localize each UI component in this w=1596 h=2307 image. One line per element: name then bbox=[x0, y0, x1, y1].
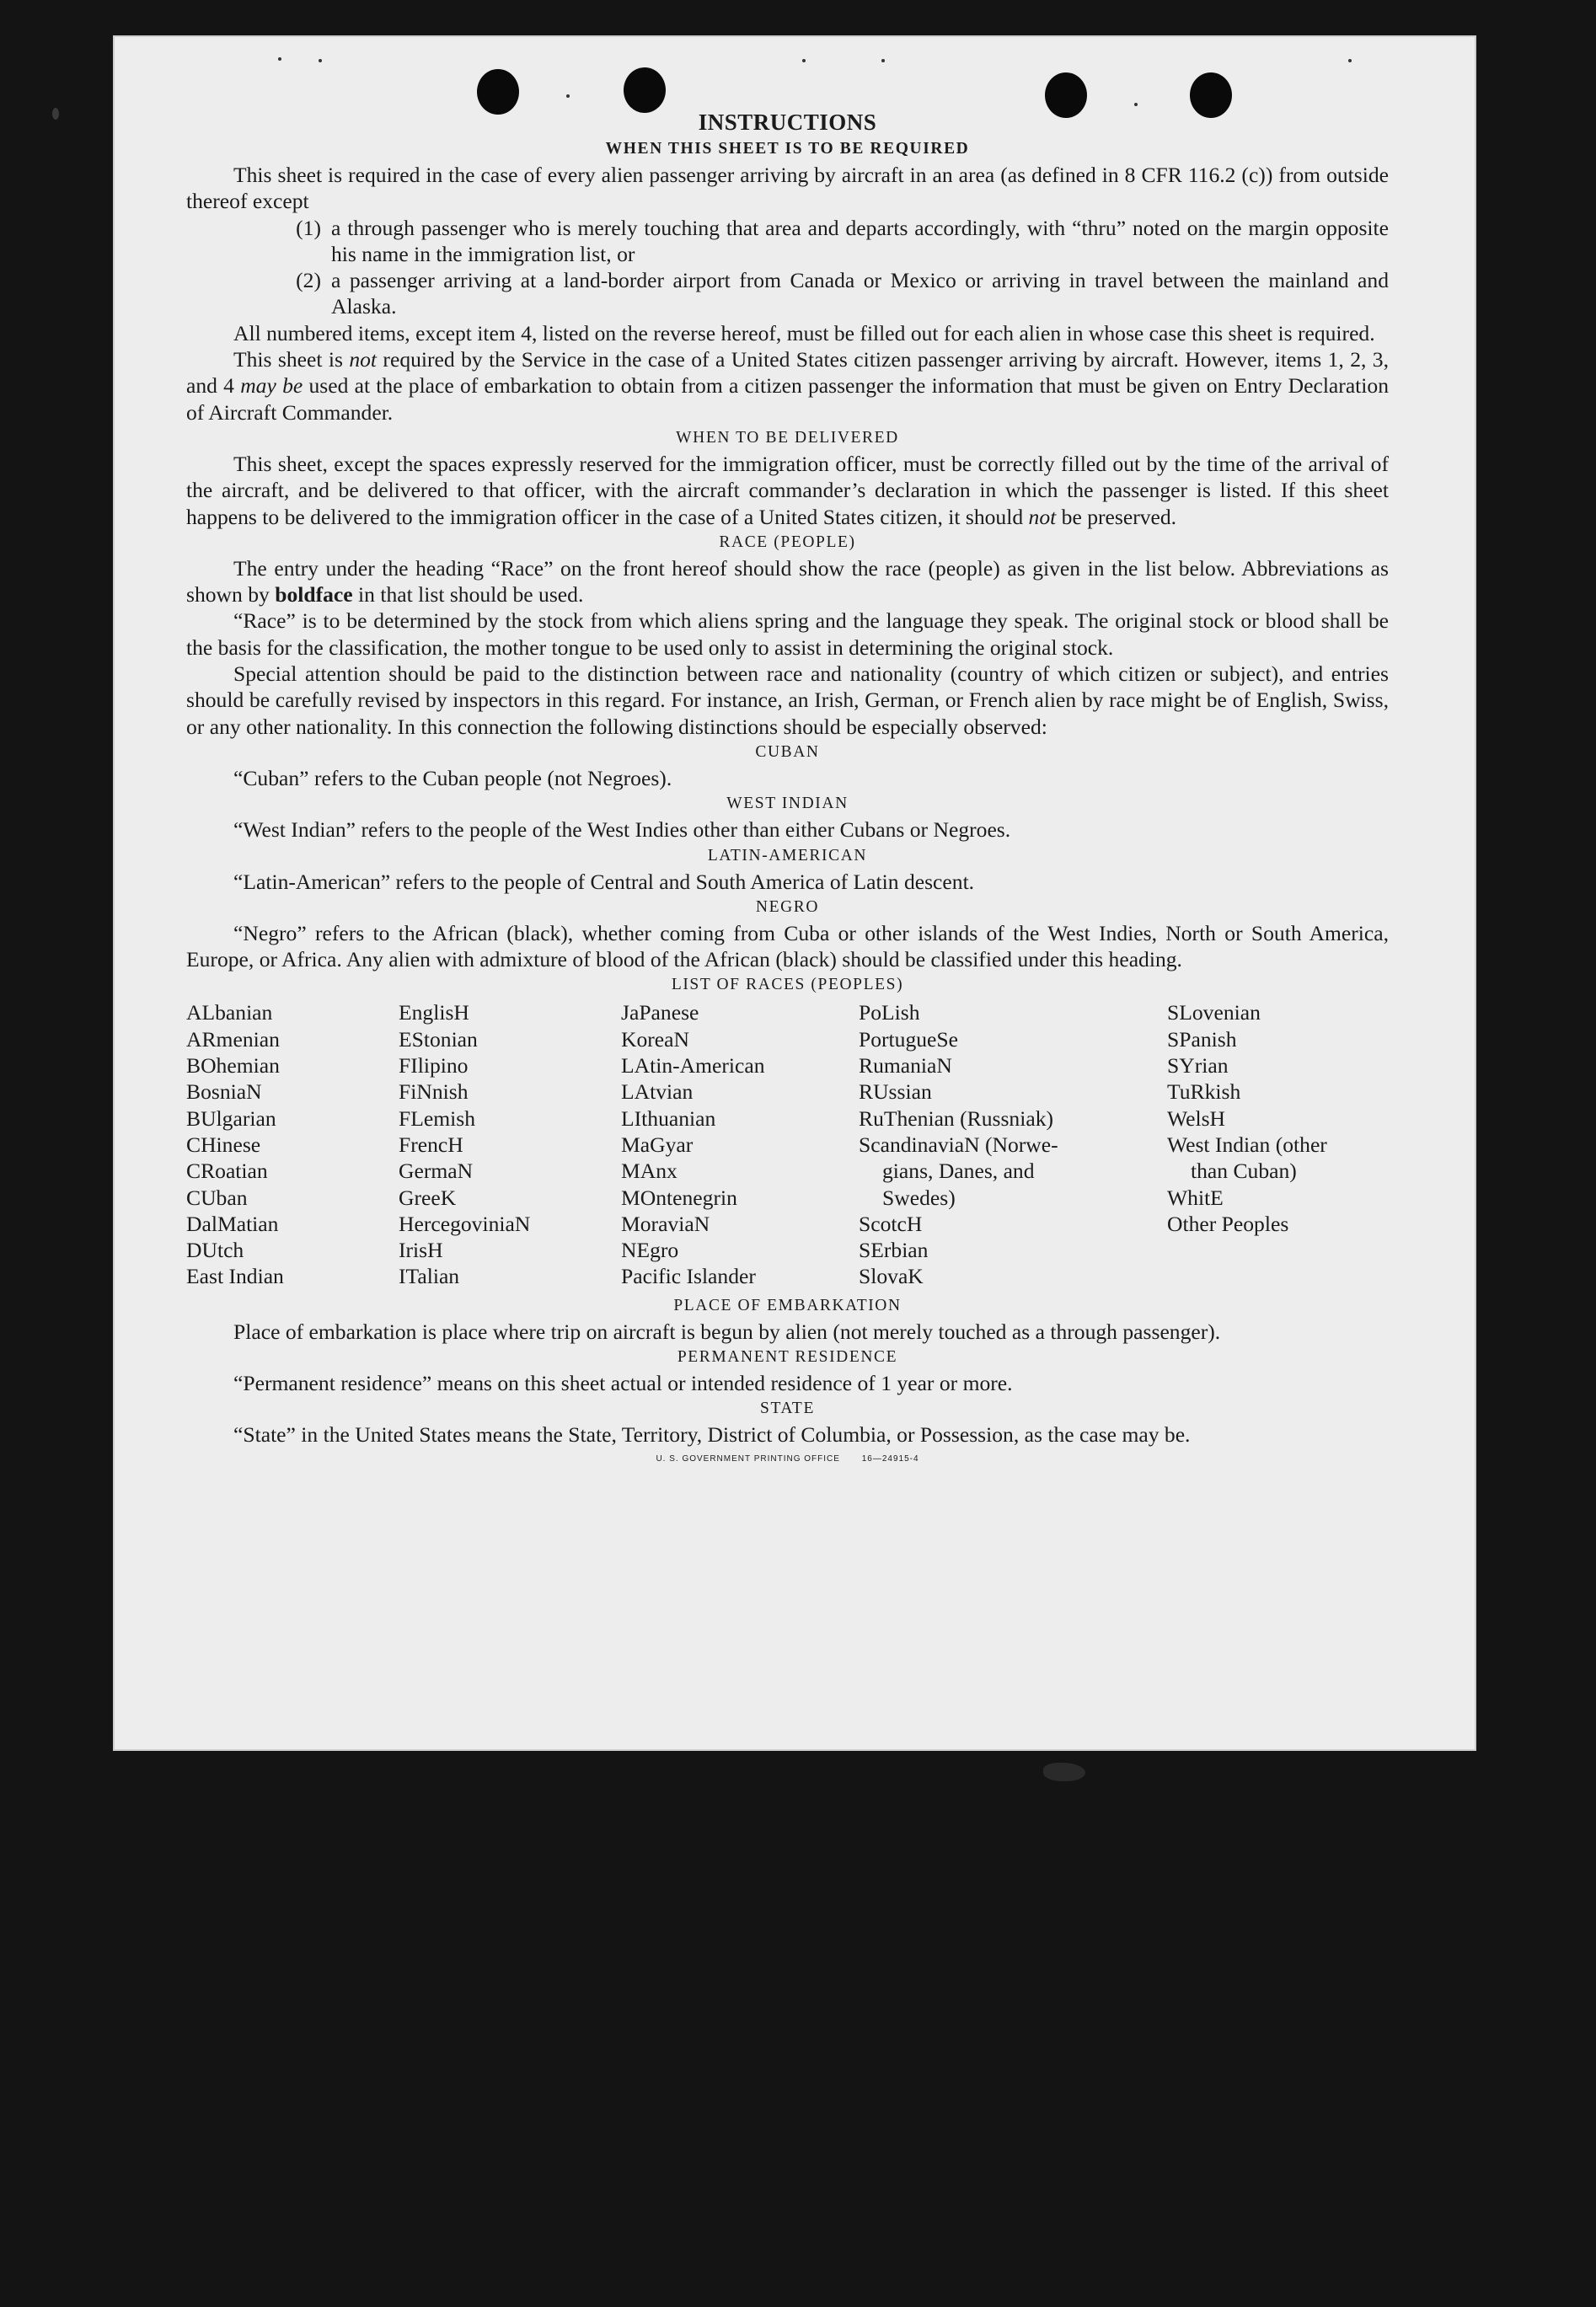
race-entry: East Indian bbox=[186, 1264, 284, 1289]
section-heading-cuban: CUBAN bbox=[755, 742, 820, 761]
race-entry: RumaniaN bbox=[859, 1053, 952, 1079]
races-column-2 bbox=[399, 999, 621, 1289]
race-entry: Other Peoples bbox=[1167, 1211, 1289, 1236]
race-entry: CUban bbox=[186, 1185, 248, 1210]
page-title: INSTRUCTIONS bbox=[698, 110, 877, 135]
text-run: required by the Service in the case of a United States citizen passenger arriving by aircraft. However, items 1, 2, 3, and 4 bbox=[186, 347, 1389, 399]
race-entry: ALbanian bbox=[186, 1000, 273, 1025]
race-entry: TuRkish bbox=[1167, 1079, 1241, 1105]
dust-speck bbox=[881, 59, 885, 62]
race-entry: CRoatian bbox=[186, 1159, 268, 1184]
text-run: in that list should be used. bbox=[352, 582, 584, 608]
text-run: This sheet, except the spaces expressly reserved for the immigration officer, must be correctly filled out by the time of the arrival of the aircraft, and be delivered to that officer, with the aircraft commander’s declaration in which the passenger is listed. If this sheet happens to be delivered to the immigration officer in the case of a United States citizen, it should bbox=[186, 451, 1389, 529]
document-sheet bbox=[113, 35, 1476, 1751]
delivered-text bbox=[186, 451, 1389, 530]
race-entry: GreeK bbox=[399, 1185, 457, 1210]
item-number: (1) bbox=[296, 215, 321, 240]
race-entry: LAtin-American bbox=[621, 1053, 765, 1079]
race-entry: HercegoviniaN bbox=[399, 1211, 531, 1236]
race-entry: ITalian bbox=[399, 1264, 460, 1289]
west-indian-text: “West Indian” refers to the people of the West Indies other than either Cubans or Negroes. bbox=[233, 817, 1011, 843]
scan-speck bbox=[52, 108, 59, 120]
ink-blot bbox=[1043, 1763, 1085, 1781]
section-heading-state: STATE bbox=[760, 1400, 815, 1418]
race-entry: WelsH bbox=[1167, 1105, 1226, 1131]
races-column-1 bbox=[186, 999, 399, 1289]
race-entry: SPanish bbox=[1167, 1026, 1237, 1052]
race-entry: BOhemian bbox=[186, 1053, 280, 1079]
emphasis-boldface: boldface bbox=[275, 582, 353, 608]
state-text: “State” in the United States means the State, Territory, District of Columbia, or Possession, as the case may be. bbox=[233, 1422, 1191, 1448]
race-entry: SErbian bbox=[859, 1238, 929, 1263]
race-entry: JaPanese bbox=[621, 1000, 699, 1025]
race-entry: SYrian bbox=[1167, 1053, 1229, 1079]
race-entry: ScotcH bbox=[859, 1211, 923, 1236]
residence-text: “Permanent residence” means on this sheet actual or intended residence of 1 year or more. bbox=[233, 1370, 1013, 1395]
section-heading-required: WHEN THIS SHEET IS TO BE REQUIRED bbox=[605, 140, 970, 158]
dust-speck bbox=[1348, 59, 1352, 62]
race-entry: Pacific Islander bbox=[621, 1264, 756, 1289]
race-entry: PortugueSe bbox=[859, 1026, 959, 1052]
item-text: a through passenger who is merely touching that area and departs accordingly, with “thru” noted on the margin opposite his name in the immigration list, or bbox=[331, 215, 1389, 266]
race-entry: MAnx bbox=[621, 1159, 677, 1184]
race-entry: LAtvian bbox=[621, 1079, 694, 1105]
printing-office: U. S. GOVERNMENT PRINTING OFFICE bbox=[656, 1453, 840, 1464]
section-heading-negro: NEGRO bbox=[755, 897, 820, 916]
dust-speck bbox=[802, 59, 806, 62]
text-run: The entry under the heading “Race” on the front hereof should show the race (people) as given in the list below. Abbreviations as shown by bbox=[186, 555, 1389, 608]
emphasis-not: not bbox=[349, 347, 378, 372]
text-run: This sheet is bbox=[233, 347, 350, 372]
race-entry: LIthuanian bbox=[621, 1105, 716, 1131]
race-entry: PoLish bbox=[859, 1000, 920, 1025]
race-entry: FLemish bbox=[399, 1105, 476, 1131]
race-entry: RUssian bbox=[859, 1079, 932, 1105]
text-run: used at the place of embarkation to obtain from a citizen passenger the information that must be given on Entry Declaration of Aircraft Commander. bbox=[186, 373, 1389, 425]
required-item-2 bbox=[186, 267, 1389, 320]
races-column-3 bbox=[621, 999, 859, 1289]
race-entry: FrencH bbox=[399, 1132, 463, 1157]
race-entry: FiNnish bbox=[399, 1079, 469, 1105]
race-definition-text: “Race” is to be determined by the stock from which aliens spring and the language they speak. The original stock or blood shall be the basis for the classification, the mother tongue to be used only to assist in determining the original stock. bbox=[186, 608, 1389, 660]
race-entry: than Cuban) bbox=[1191, 1159, 1297, 1184]
race-entry: MaGyar bbox=[621, 1132, 694, 1157]
race-entry: BosniaN bbox=[186, 1079, 262, 1105]
instructions-content bbox=[186, 108, 1389, 1465]
races-column-4 bbox=[859, 999, 1167, 1289]
item-text: a passenger arriving at a land-border airport from Canada or Mexico or arriving in travel between the mainland and Alaska. bbox=[331, 268, 1389, 319]
race-entry: WhitE bbox=[1167, 1185, 1224, 1210]
required-citizen-note bbox=[186, 346, 1389, 426]
section-heading-races-list: LIST OF RACES (PEOPLES) bbox=[671, 976, 904, 994]
race-entry: CHinese bbox=[186, 1132, 261, 1157]
dust-speck bbox=[319, 59, 322, 62]
race-entry-text bbox=[186, 555, 1389, 608]
race-entry: FIlipino bbox=[399, 1053, 469, 1079]
dust-speck bbox=[566, 94, 570, 98]
section-heading-west-indian: WEST INDIAN bbox=[726, 795, 849, 813]
cuban-text: “Cuban” refers to the Cuban people (not Negroes). bbox=[233, 765, 672, 790]
section-heading-latin-american: LATIN-AMERICAN bbox=[707, 846, 868, 864]
race-entry: NEgro bbox=[621, 1238, 679, 1263]
required-intro: This sheet is required in the case of every alien passenger arriving by aircraft in an area (as defined in 8 CFR 116.2 (c)) from outside thereof except bbox=[186, 163, 1389, 214]
emphasis-not: not bbox=[1028, 504, 1057, 529]
latin-american-text: “Latin-American” refers to the people of Central and South America of Latin descent. bbox=[233, 869, 975, 894]
race-entry: gians, Danes, and bbox=[882, 1159, 1035, 1184]
race-entry: RuThenian (Russniak) bbox=[859, 1105, 1054, 1131]
embarkation-text: Place of embarkation is place where trip on aircraft is begun by alien (not merely touched as a through passenger). bbox=[233, 1319, 1221, 1344]
negro-text: “Negro” refers to the African (black), whether coming from Cuba or other islands of the West Indies, North or South America, Europe, or Africa. Any alien with admixture of blood of the African (black) should be classified under this heading. bbox=[186, 920, 1389, 972]
race-entry: EStonian bbox=[399, 1026, 478, 1052]
race-entry: IrisH bbox=[399, 1238, 443, 1263]
required-numbered-items-note: All numbered items, except item 4, listed on the reverse hereof, must be filled out for each alien in whose case this sheet is required. bbox=[233, 320, 1375, 345]
race-entry: EnglisH bbox=[399, 1000, 469, 1025]
race-entry: KoreaN bbox=[621, 1026, 690, 1052]
emphasis-may-be: may be bbox=[240, 373, 303, 399]
dust-speck bbox=[278, 57, 281, 61]
race-entry: DUtch bbox=[186, 1238, 244, 1263]
race-entry: MoraviaN bbox=[621, 1211, 710, 1236]
race-entry: West Indian (other bbox=[1167, 1132, 1327, 1157]
section-heading-delivered: WHEN TO BE DELIVERED bbox=[676, 428, 899, 447]
race-entry: SlovaK bbox=[859, 1264, 924, 1289]
race-entry: DalMatian bbox=[186, 1211, 279, 1236]
races-column-5 bbox=[1167, 999, 1389, 1289]
section-heading-residence: PERMANENT RESIDENCE bbox=[677, 1347, 898, 1366]
text-run: be preserved. bbox=[1056, 504, 1177, 529]
punch-hole bbox=[624, 67, 666, 113]
race-entry: ARmenian bbox=[186, 1026, 280, 1052]
section-heading-race: RACE (PEOPLE) bbox=[719, 533, 856, 551]
races-list-table bbox=[186, 999, 1389, 1289]
race-entry: MOntenegrin bbox=[621, 1185, 737, 1210]
section-heading-embarkation: PLACE OF EMBARKATION bbox=[673, 1296, 902, 1314]
form-code: 16—24915-4 bbox=[861, 1453, 919, 1464]
race-entry: GermaN bbox=[399, 1159, 474, 1184]
required-item-1 bbox=[186, 215, 1389, 268]
race-nationality-text: Special attention should be paid to the distinction between race and nationality (country of which citizen or subject), and entries should be carefully revised by inspectors in this regard. For instance, an Irish, German, or French alien by race might be of English, Swiss, or any other nationality. In this connection the following distinctions should be especially observed: bbox=[186, 661, 1389, 739]
race-entry: SLovenian bbox=[1167, 1000, 1261, 1025]
dust-speck bbox=[1134, 103, 1138, 106]
race-entry: BUlgarian bbox=[186, 1105, 276, 1131]
item-number: (2) bbox=[296, 268, 321, 293]
printer-imprint bbox=[186, 1453, 1389, 1465]
race-entry: ScandinaviaN (Norwe- bbox=[859, 1132, 1058, 1157]
race-entry: Swedes) bbox=[882, 1185, 956, 1210]
